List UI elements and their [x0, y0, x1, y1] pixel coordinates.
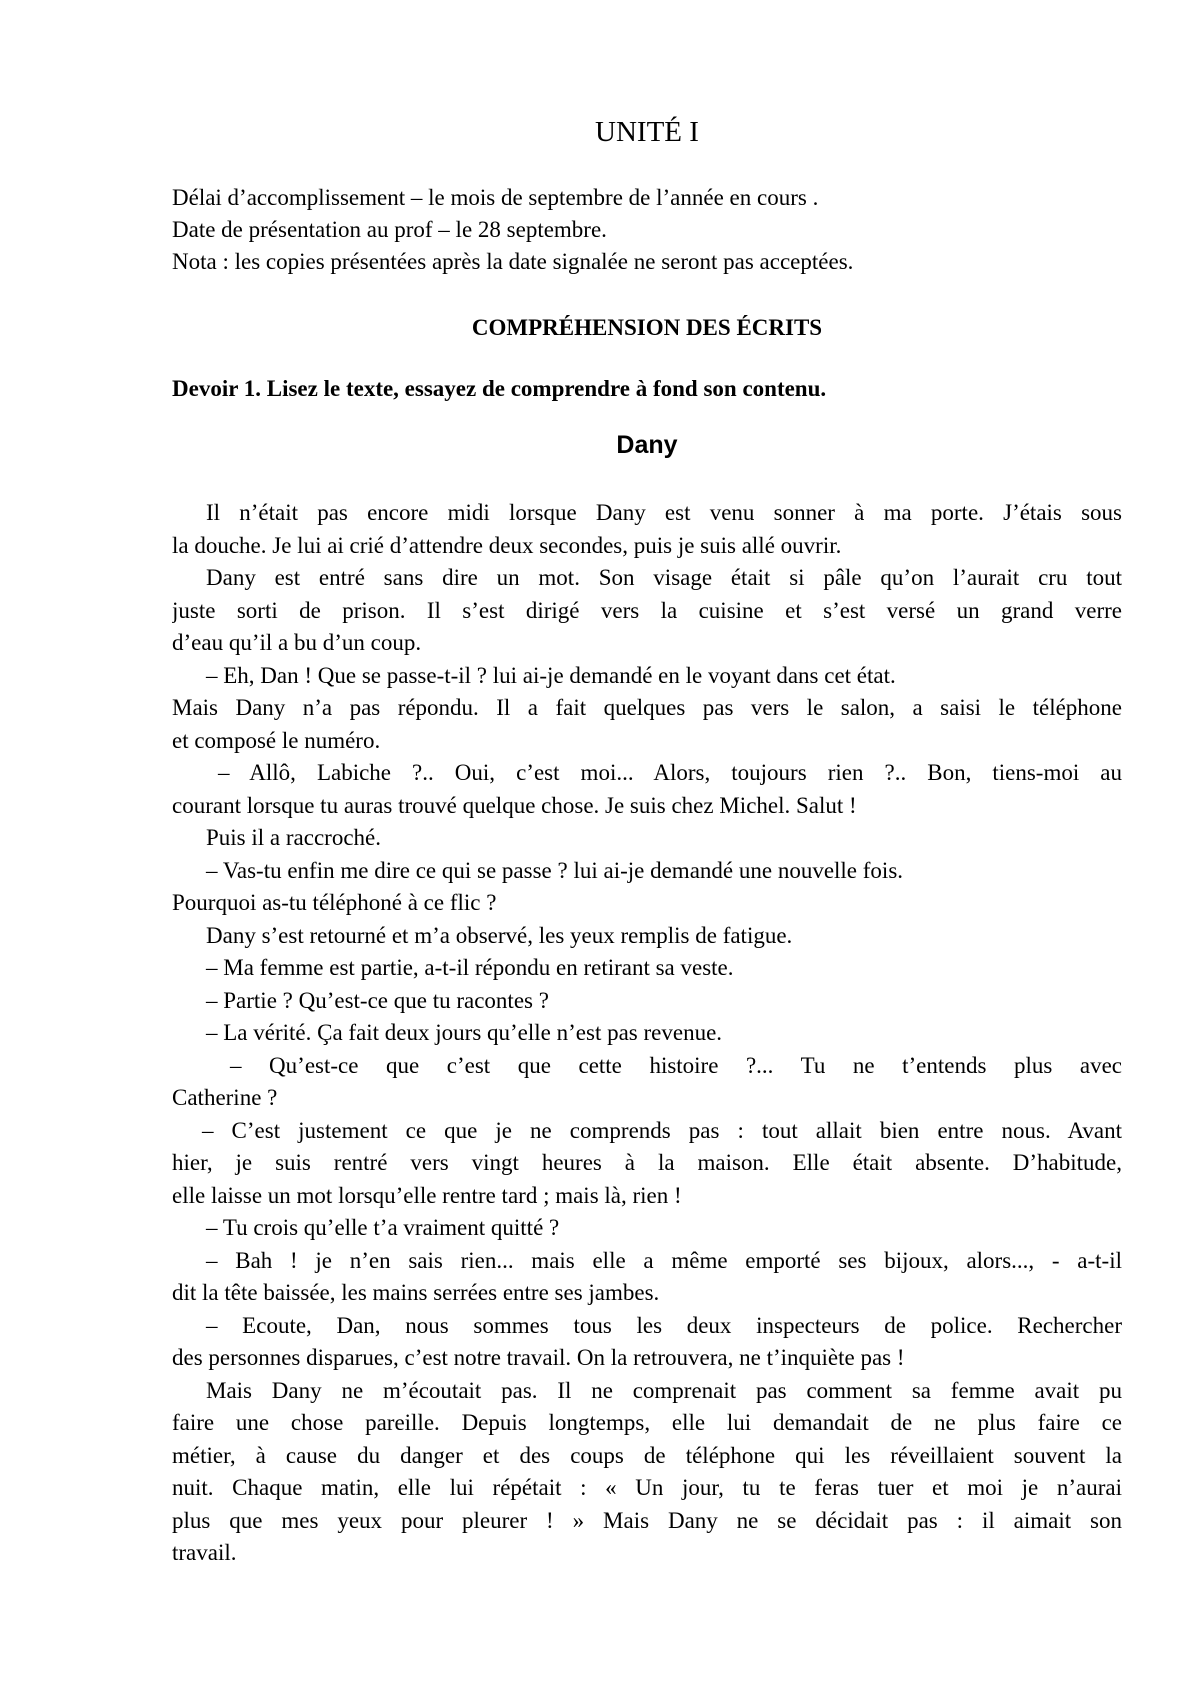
text-line: Il n’était pas encore midi lorsque Dany est venu sonner à ma porte. J’étais sous [206, 500, 1122, 525]
task-instruction: Devoir 1. Lisez le texte, essayez de comprendre à fond son contenu. [172, 376, 827, 401]
section-title: COMPRÉHENSION DES ÉCRITS [471, 315, 823, 340]
text-line: Catherine ? [172, 1085, 278, 1110]
text-line: et composé le numéro. [172, 727, 381, 753]
text-line: hier, je suis rentré vers vingt heures à la maison. Elle était absente. D’habitude, [172, 1150, 1122, 1175]
story-title: Dany [616, 431, 678, 459]
text-line: juste sorti de prison. Il s’est dirigé vers la cuisine et s’est versé un grand verre [172, 597, 1122, 623]
text-line: métier, à cause du danger et des coups de téléphone qui les réveillaient souvent la [172, 1442, 1122, 1468]
text-line: – Ma femme est partie, a-t-il répondu en retirant sa veste. [206, 955, 734, 980]
text-line: nuit. Chaque matin, elle lui répétait : « Un jour, tu te feras tuer et moi je n’aurai [172, 1475, 1122, 1500]
text-line: Dany s’est retourné et m’a observé, les yeux remplis de fatigue. [206, 922, 793, 948]
deadline-line: Délai d’accomplissement – le mois de septembre de l’année en cours . [172, 185, 819, 210]
text-line: – Qu’est-ce que c’est que cette histoire ?... Tu ne t’entends plus avec [230, 1052, 1122, 1078]
text-line: – La vérité. Ça fait deux jours qu’elle n’est pas revenue. [206, 1020, 723, 1045]
text-line: plus que mes yeux pour pleurer ! » Mais Dany ne se décidait pas : il aimait son [172, 1507, 1122, 1533]
text-line: Pourquoi as-tu téléphoné à ce flic ? [172, 890, 497, 915]
text-line: Puis il a raccroché. [206, 825, 381, 850]
nota-line: Nota : les copies présentées après la date signalée ne seront pas acceptées. [172, 249, 854, 274]
text-line: – Allô, Labiche ?.. Oui, c’est moi... Alors, toujours rien ?.. Bon, tiens-moi au [218, 760, 1122, 785]
text-line: Mais Dany ne m’écoutait pas. Il ne comprenait pas comment sa femme avait pu [206, 1377, 1122, 1403]
unit-title: UNITÉ I [595, 116, 699, 148]
text-line: – Tu crois qu’elle t’a vraiment quitté ? [206, 1215, 560, 1240]
text-line: la douche. Je lui ai crié d’attendre deux secondes, puis je suis allé ouvrir. [172, 532, 842, 558]
assignment-info [172, 182, 1122, 278]
story-text [172, 497, 1122, 1570]
text-line: des personnes disparues, c’est notre travail. On la retrouvera, ne t’inquiète pas ! [172, 1345, 905, 1370]
text-line: elle laisse un mot lorsqu’elle rentre tard ; mais là, rien ! [172, 1182, 682, 1208]
text-line: – Eh, Dan ! Que se passe-t-il ? lui ai-je demandé en le voyant dans cet état. [206, 662, 896, 688]
text-line: dit la tête baissée, les mains serrées entre ses jambes. [172, 1280, 660, 1305]
text-line: – Partie ? Qu’est-ce que tu racontes ? [206, 987, 549, 1013]
text-line: travail. [172, 1540, 237, 1565]
text-line: Dany est entré sans dire un mot. Son visage était si pâle qu’on l’aurait cru tout [206, 565, 1122, 590]
text-line: faire une chose pareille. Depuis longtemps, elle lui demandait de ne plus faire ce [172, 1410, 1122, 1435]
text-line: d’eau qu’il a bu d’un coup. [172, 630, 422, 655]
text-line: – Vas-tu enfin me dire ce qui se passe ? lui ai-je demandé une nouvelle fois. [206, 857, 904, 883]
text-line: Mais Dany n’a pas répondu. Il a fait quelques pas vers le salon, a saisi le téléphone [172, 695, 1122, 720]
text-line: courant lorsque tu auras trouvé quelque chose. Je suis chez Michel. Salut ! [172, 792, 857, 818]
text-line: – Ecoute, Dan, nous sommes tous les deux inspecteurs de police. Rechercher [206, 1312, 1122, 1338]
presentation-date-line: Date de présentation au prof – le 28 septembre. [172, 217, 607, 242]
text-line: – Bah ! je n’en sais rien... mais elle a même emporté ses bijoux, alors..., - a-t-il [206, 1247, 1122, 1273]
text-line: – C’est justement ce que je ne comprends pas : tout allait bien entre nous. Avant [202, 1117, 1122, 1143]
